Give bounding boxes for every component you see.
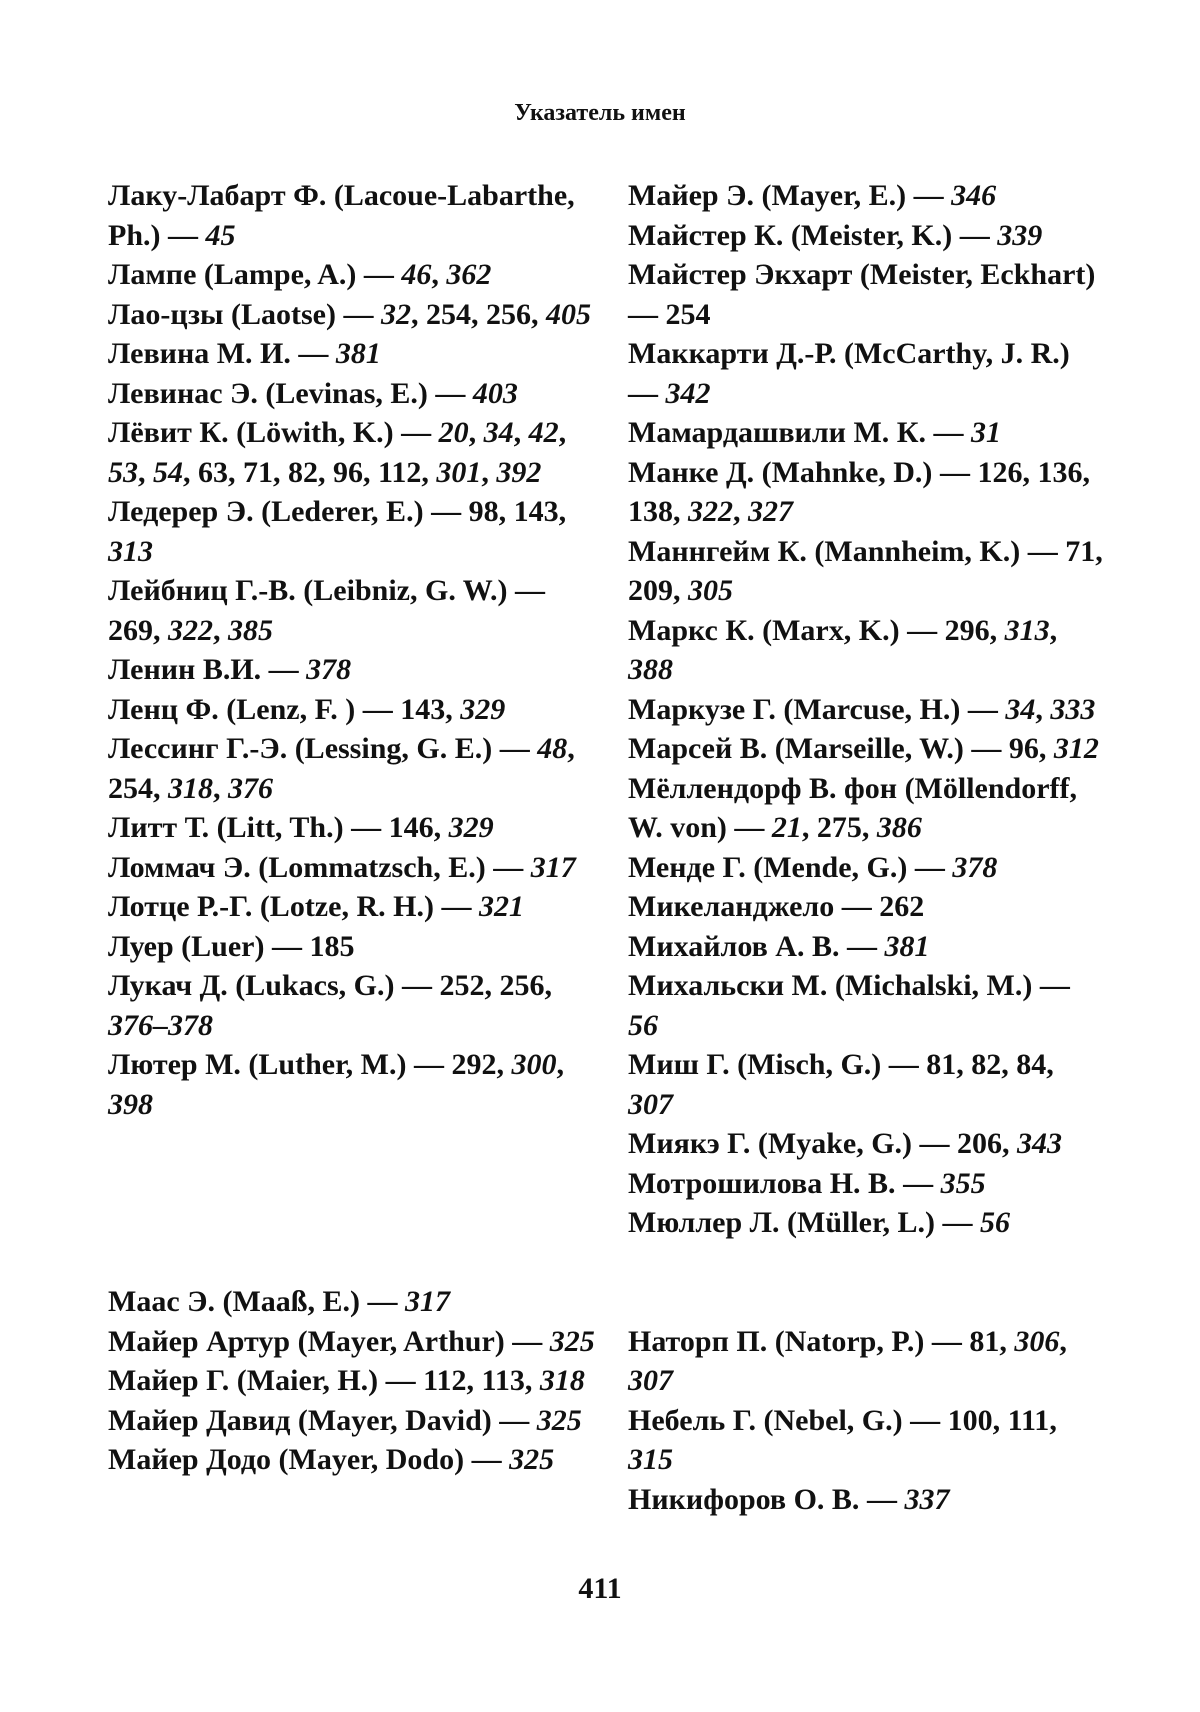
right-group-n <box>628 1322 1104 1520</box>
index-entry: Лютер М. (Luther, M.) — 292, 300, 398 <box>108 1048 564 1121</box>
entry-name: Майер Г. (Maier, H.) <box>108 1364 379 1397</box>
index-entry <box>628 334 1104 413</box>
page-reference: 378 <box>952 850 998 884</box>
entry-name: Микеланджело <box>628 890 835 923</box>
page-reference: 327 <box>748 495 793 528</box>
page-reference: 54 <box>153 455 183 489</box>
entry-dash: — <box>471 1443 502 1476</box>
entry-name: Майстер К. (Meister, K.) <box>628 218 953 252</box>
index-entry <box>628 1480 1104 1520</box>
entry-name: Ленц Ф. (Lenz, F. ) <box>108 692 356 726</box>
page-reference: 56 <box>628 1008 658 1042</box>
page-reference: 81 <box>926 1048 957 1081</box>
entry-name: Луер (Luer) <box>108 929 265 963</box>
page-reference: 362 <box>446 258 492 291</box>
page-reference: 376 <box>228 771 273 805</box>
page-reference: 385 <box>228 613 273 647</box>
page-reference: 46 <box>401 258 432 291</box>
page-reference: 403 <box>472 376 518 410</box>
entry-name: Маркс К. (Marx, K.) <box>628 613 900 647</box>
page-reference: 84 <box>1016 1048 1047 1081</box>
page-reference: 381 <box>884 929 930 963</box>
page-reference: 252 <box>439 969 485 1002</box>
page-reference: 346 <box>951 179 997 212</box>
page-reference: 42 <box>528 416 559 449</box>
page-reference: 307 <box>628 1364 673 1397</box>
index-entry: Лампе (Lampe, A.) — 46, 362 <box>108 258 492 291</box>
page-reference: 322 <box>168 613 213 647</box>
entry-dash: — <box>939 455 970 489</box>
index-entry: Манке Д. (Mahnke, D.) — 126, 136, 138, 322, 327 <box>628 455 1090 528</box>
page-reference: 82 <box>971 1048 1002 1081</box>
page-reference: 312 <box>1053 732 1099 765</box>
entry-dash: — <box>431 495 462 528</box>
page-reference: 325 <box>509 1443 555 1476</box>
page-reference: 254 <box>425 297 471 331</box>
index-entry: Маркс К. (Marx, K.) — 296, 313, 388 <box>628 613 1058 686</box>
page-reference: 126 <box>977 455 1023 489</box>
index-entry: Марсей В. (Marseille, W.) — 96, 312 <box>628 732 1099 765</box>
index-entry: Ледерер Э. (Lederer, E.) — 98, 143, 313 <box>108 495 567 568</box>
page-reference: 355 <box>940 1166 986 1200</box>
index-entry: Мёллендорф В. фон (Möllendorff, W. von) — 21, 275, 386 <box>628 771 1078 844</box>
page-reference: 339 <box>997 218 1043 252</box>
entry-name: Маннгейм К. (Mannheim, K.) <box>628 534 1021 568</box>
index-entry <box>628 966 1104 1045</box>
page-reference: 34 <box>1005 692 1036 726</box>
entry-name: Маркузе Г. (Marcuse, H.) <box>628 692 961 726</box>
entry-dash: — <box>441 890 472 923</box>
left-group-m <box>108 1282 596 1480</box>
index-entry: Лукач Д. (Lukacs, G.) — 252, 256, 376–378 <box>108 969 552 1042</box>
page-reference: 296 <box>944 613 990 647</box>
entry-name: Лукач Д. (Lukacs, G.) <box>108 969 395 1002</box>
page-reference: 71 <box>243 455 273 489</box>
page-reference: 20 <box>438 416 469 449</box>
page-reference: 71 <box>1065 534 1096 568</box>
page-reference: 337 <box>904 1482 950 1516</box>
page-reference: 306 <box>1014 1324 1060 1358</box>
index-entry <box>108 1282 596 1322</box>
entry-dash: — <box>351 811 382 844</box>
entry-name: Наторп П. (Natorp, P.) <box>628 1324 925 1358</box>
index-entry <box>108 1322 596 1362</box>
index-entry <box>628 887 1104 927</box>
index-entry: Лейбниц Г.-В. (Leibniz, G. W.) — 269, 322, 385 <box>108 574 546 647</box>
page-number: 411 <box>578 1572 622 1605</box>
page-reference: 307 <box>628 1087 673 1121</box>
entry-name: Мамардашвили М. К. <box>628 416 927 449</box>
entry-dash: — <box>499 1403 530 1437</box>
page-reference: 325 <box>549 1324 595 1358</box>
entry-name: Миякэ Г. (Myake, G.) <box>628 1127 913 1160</box>
page-reference: 398 <box>108 1087 153 1121</box>
index-entry <box>628 413 1104 453</box>
entry-name: Михальски М. (Michalski, M.) <box>628 969 1033 1002</box>
page-reference: 48 <box>537 732 568 765</box>
entry-dash: — <box>401 416 432 449</box>
entry-dash: — <box>515 574 546 607</box>
entry-dash: — <box>959 218 990 252</box>
page-reference: 318 <box>168 771 213 805</box>
entry-dash: — <box>907 613 938 647</box>
page-reference: 98 <box>468 495 499 528</box>
page-reference: 329 <box>448 811 494 844</box>
index-entry <box>628 848 1104 888</box>
entry-name: Миш Г. (Misch, G.) <box>628 1048 882 1081</box>
page-reference: 313 <box>1004 613 1050 647</box>
entry-dash: — <box>1027 534 1058 568</box>
entry-dash: — <box>268 653 299 686</box>
index-entry: Майер Г. (Maier, H.) — 112, 113, 318 <box>108 1364 585 1397</box>
page-reference: 262 <box>879 890 925 923</box>
index-entry: Миякэ Г. (Myake, G.) — 206, 343 <box>628 1127 1063 1160</box>
index-entry <box>108 176 596 255</box>
page-reference: 325 <box>536 1403 582 1437</box>
page-reference: 111 <box>1007 1403 1050 1437</box>
index-entry <box>108 650 596 690</box>
page-reference: 300 <box>511 1048 557 1081</box>
entry-dash: — <box>272 929 302 963</box>
page-reference: 34 <box>483 416 514 449</box>
left-column <box>108 176 596 1480</box>
page-reference: 318 <box>539 1364 585 1397</box>
running-head: Указатель имен <box>514 100 686 126</box>
page-reference: 209 <box>628 574 673 607</box>
page-reference: 45 <box>205 218 236 252</box>
entry-name: Михайлов А. В. <box>628 929 840 963</box>
entry-dash: — <box>628 376 658 410</box>
index-entry: Миш Г. (Misch, G.) — 81, 82, 84, 307 <box>628 1048 1054 1121</box>
index-entry: Ленц Ф. (Lenz, F. ) — 143, 329 <box>108 692 506 726</box>
page-reference: 143 <box>400 692 446 726</box>
index-entry: Литт Т. (Litt, Th.) — 146, 329 <box>108 811 494 844</box>
index-entry <box>628 1164 1104 1204</box>
index-entry <box>108 1440 596 1480</box>
entry-name: Лейбниц Г.-В. (Leibniz, G. W.) <box>108 574 508 607</box>
entry-dash: — <box>846 929 877 963</box>
page-reference: 63 <box>198 455 228 489</box>
entry-name: Маккарти Д.-Р. (McCarthy, J. R.) <box>628 337 1070 370</box>
page-reference: 322 <box>688 495 733 528</box>
entry-dash: — <box>888 1048 919 1081</box>
page-reference: 381 <box>335 337 381 370</box>
entry-name: Ленин В.И. <box>108 653 262 686</box>
entry-dash: — <box>499 732 530 765</box>
page-reference: 392 <box>496 455 542 489</box>
page-reference: 269 <box>108 613 153 647</box>
index-entry <box>628 1203 1104 1243</box>
entry-dash: — <box>512 1324 543 1358</box>
page-reference: 254 <box>665 297 711 331</box>
page-reference: 96 <box>1008 732 1039 765</box>
page-reference: 317 <box>404 1285 450 1318</box>
entry-name: Марсей В. (Marseille, W.) <box>628 732 964 765</box>
entry-dash: — <box>385 1364 416 1397</box>
entry-dash: — <box>931 1324 962 1358</box>
letter-gap <box>628 1243 1104 1322</box>
page-reference: 56 <box>980 1206 1011 1239</box>
page-reference: 376–378 <box>108 1008 213 1042</box>
page-reference: 256 <box>485 297 531 331</box>
entry-dash: — <box>435 376 466 410</box>
index-entry: Лао-цзы (Laotse) — 32, 254, 256, 405 <box>108 297 591 331</box>
index-entry: Лессинг Г.-Э. (Lessing, G. E.) — 48, 254, 318, 376 <box>108 732 575 805</box>
entry-name: Мюллер Л. (Müller, L.) <box>628 1206 936 1239</box>
page-reference: 386 <box>876 811 922 844</box>
entry-dash: — <box>168 218 198 252</box>
entry-dash: — <box>343 297 374 331</box>
entry-dash: — <box>933 416 964 449</box>
page-reference: 136 <box>1037 455 1083 489</box>
entry-dash: — <box>914 850 945 884</box>
entry-name: Небель Г. (Nebel, G.) <box>628 1403 903 1437</box>
entry-dash: — <box>734 811 765 844</box>
page-reference: 81 <box>969 1324 1000 1358</box>
index-entry <box>108 374 596 414</box>
entry-dash: — <box>866 1482 897 1516</box>
index-entry: Маннгейм К. (Mannheim, K.) — 71, 209, 305 <box>628 534 1103 607</box>
letter-gap <box>108 1124 596 1282</box>
page-reference: 329 <box>460 692 506 726</box>
page-reference: 32 <box>380 297 411 331</box>
page-reference: 254 <box>108 771 153 805</box>
page-reference: 206 <box>957 1127 1003 1160</box>
page-reference: 113 <box>481 1364 525 1397</box>
entry-name: Лессинг Г.-Э. (Lessing, G. E.) <box>108 732 493 765</box>
entry-name: Майстер Экхарт (Meister, Eckhart) <box>628 258 1096 291</box>
index-entry <box>628 927 1104 967</box>
left-group-l <box>108 176 596 1124</box>
entry-dash: — <box>628 297 658 331</box>
page-reference: 342 <box>665 376 711 410</box>
page-reference: 112 <box>423 1364 467 1397</box>
page-reference: 313 <box>108 534 153 568</box>
entry-name: Лютер М. (Luther, M.) <box>108 1048 407 1081</box>
entry-dash: — <box>967 692 998 726</box>
page-reference: 305 <box>688 574 733 607</box>
page-reference: 378 <box>306 653 352 686</box>
index-entry: Маркузе Г. (Marcuse, H.) — 34, 333 <box>628 692 1096 726</box>
index-entry: Наторп П. (Natorp, P.) — 81, 306, 307 <box>628 1324 1067 1397</box>
entry-name: Никифоров О. В. <box>628 1482 860 1516</box>
entry-name: Мотрошилова Н. В. <box>628 1166 896 1200</box>
index-entry <box>628 255 1104 334</box>
entry-name: Маас Э. (Maaß, E.) <box>108 1285 360 1318</box>
entry-dash: — <box>919 1127 950 1160</box>
entry-name: Левина М. И. <box>108 337 291 370</box>
entry-dash: — <box>913 179 944 212</box>
entry-name: Манке Д. (Mahnke, D.) <box>628 455 933 489</box>
page-reference: 301 <box>436 455 482 489</box>
page-reference: 388 <box>628 653 673 686</box>
page-reference: 112 <box>378 455 422 489</box>
index-entry: Лёвит К. (Löwith, K.) — 20, 34, 42, 53, 54, 63, 71, 82, 96, 112, 301, 392 <box>108 416 567 489</box>
entry-dash: — <box>493 850 524 884</box>
page-reference: 146 <box>388 811 434 844</box>
index-entry <box>108 334 596 374</box>
index-entry <box>628 216 1104 256</box>
page-reference: 143 <box>513 495 559 528</box>
page-reference: 21 <box>771 811 802 844</box>
page-reference: 321 <box>478 890 524 923</box>
entry-dash: — <box>971 732 1002 765</box>
index-entry <box>108 927 596 967</box>
entry-dash: — <box>942 1206 973 1239</box>
entry-dash: — <box>367 1285 398 1318</box>
entry-name: Майер Артур (Mayer, Arthur) <box>108 1324 505 1358</box>
entry-name: Менде Г. (Mende, G.) <box>628 850 908 884</box>
entry-name: Ледерер Э. (Lederer, E.) <box>108 495 424 528</box>
entry-name: Лотце Р.-Г. (Lotze, R. H.) <box>108 890 434 923</box>
page-reference: 53 <box>108 455 138 489</box>
page-reference: 317 <box>530 850 576 884</box>
page-reference: 343 <box>1017 1127 1063 1160</box>
entry-name: Мёллендорф В. фон (Möllendorff, W. von) <box>628 771 1078 844</box>
page-reference: 333 <box>1050 692 1096 726</box>
entry-dash: — <box>298 337 329 370</box>
index-entry <box>628 176 1104 216</box>
entry-dash: — <box>1039 969 1070 1002</box>
entry-dash: — <box>401 969 432 1002</box>
index-entry <box>108 887 596 927</box>
page-reference: 31 <box>971 416 1002 449</box>
page-reference: 405 <box>545 297 591 331</box>
page-reference: 315 <box>628 1443 673 1476</box>
entry-dash: — <box>841 890 872 923</box>
entry-dash: — <box>413 1048 444 1081</box>
entry-name: Майер Э. (Mayer, E.) <box>628 179 907 212</box>
page-reference: 82 <box>288 455 318 489</box>
entry-name: Лёвит К. (Löwith, K.) <box>108 416 394 449</box>
entry-name: Майер Додо (Mayer, Dodo) <box>108 1443 465 1476</box>
right-group-m <box>628 176 1104 1243</box>
entry-name: Литт Т. (Litt, Th.) <box>108 811 344 844</box>
entry-name: Лао-цзы (Laotse) <box>108 297 336 331</box>
page-reference: 185 <box>309 929 355 963</box>
entry-dash: — <box>362 692 393 726</box>
page-reference: 96 <box>333 455 363 489</box>
index-entry <box>108 848 596 888</box>
page-reference: 256 <box>499 969 545 1002</box>
entry-name: Лаку-Лабарт Ф. (Lacoue-Labarthe, Ph.) <box>108 179 575 252</box>
entry-name: Лампе (Lampe, A.) <box>108 258 357 291</box>
page-reference: 275 <box>816 811 862 844</box>
entry-name: Ломмач Э. (Lommatzsch, E.) <box>108 850 486 884</box>
entry-name: Левинас Э. (Levinas, E.) <box>108 376 428 410</box>
entry-name: Майер Давид (Mayer, David) <box>108 1403 492 1437</box>
entry-dash: — <box>903 1166 934 1200</box>
right-column <box>628 176 1104 1519</box>
entry-dash: — <box>910 1403 941 1437</box>
page-reference: 292 <box>451 1048 497 1081</box>
index-entry <box>108 1401 596 1441</box>
page-reference: 138 <box>628 495 673 528</box>
index-entry: Небель Г. (Nebel, G.) — 100, 111, 315 <box>628 1403 1057 1476</box>
page-reference: 100 <box>947 1403 993 1437</box>
entry-dash: — <box>363 258 394 291</box>
